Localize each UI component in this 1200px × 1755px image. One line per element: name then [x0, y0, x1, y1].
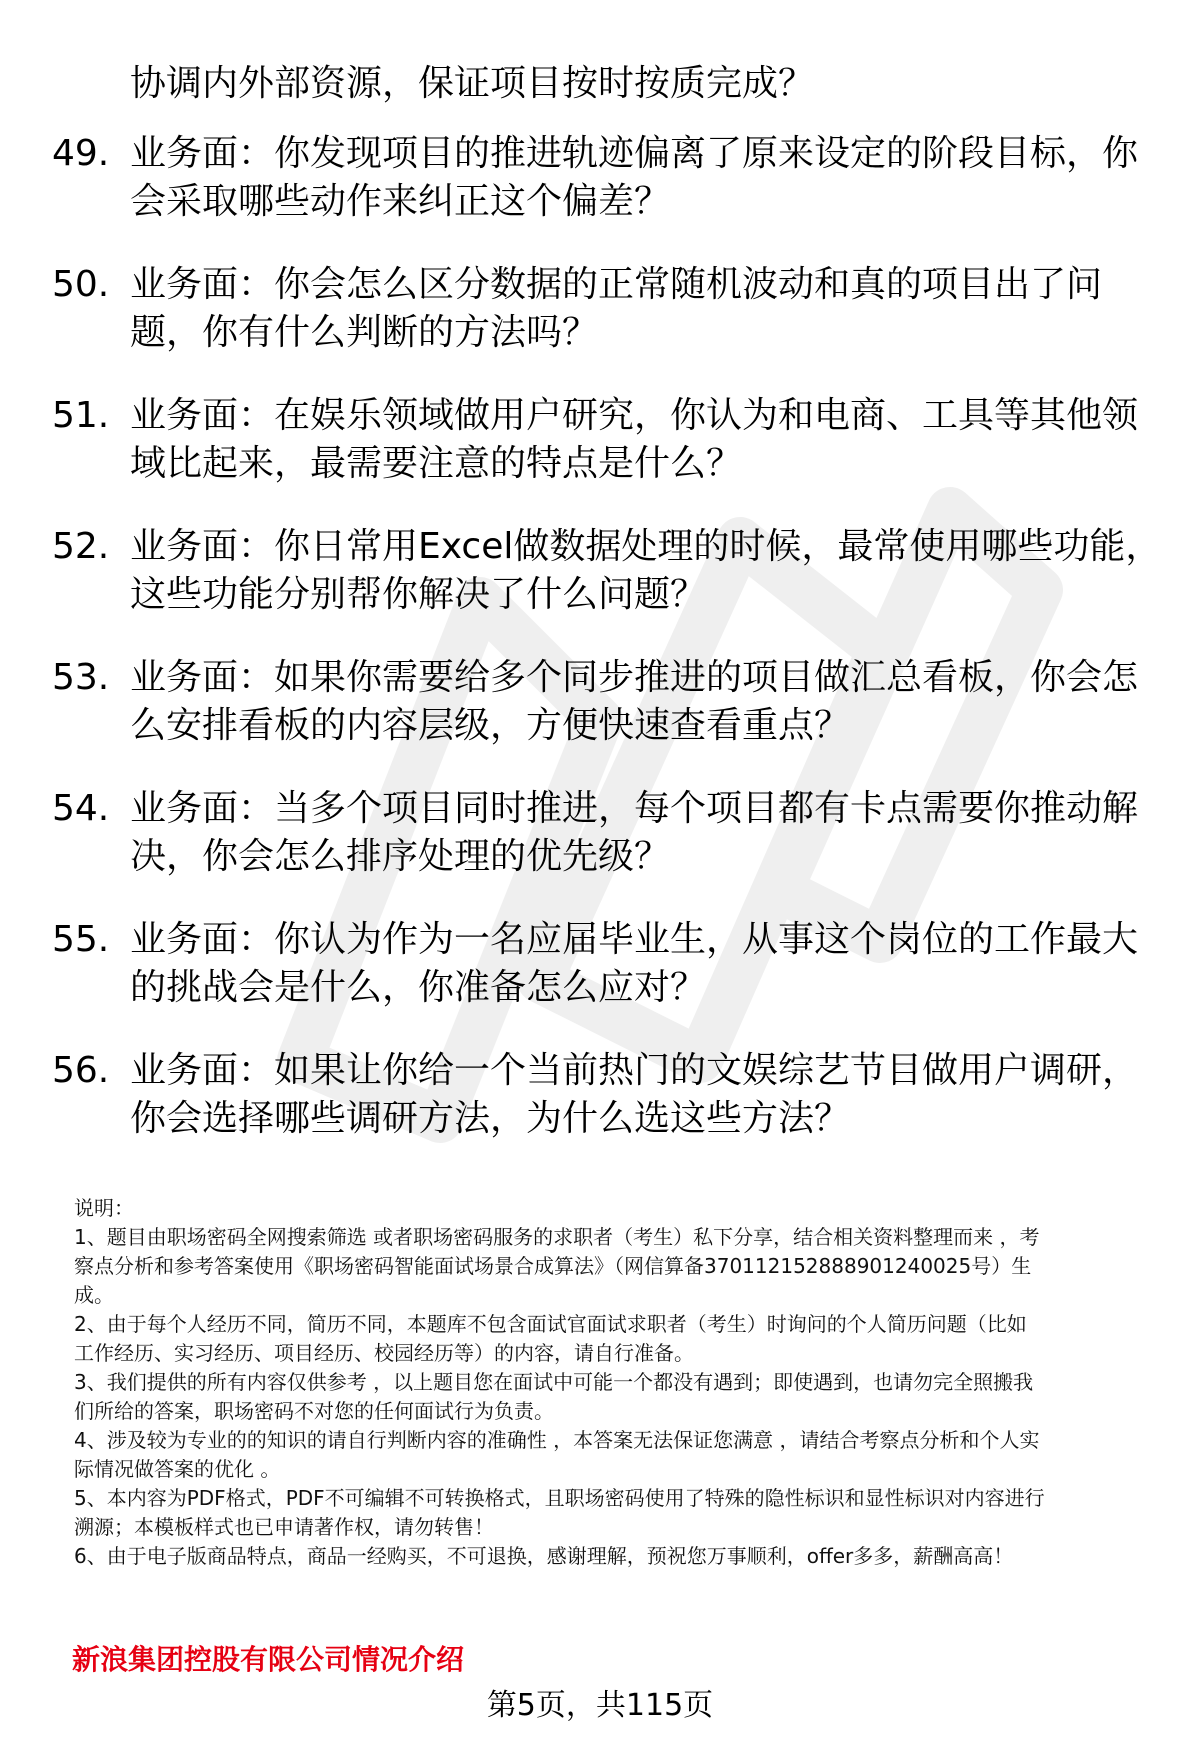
notes-title: 说明： — [74, 1196, 134, 1220]
page-number: 第5页，共115页 — [486, 1688, 714, 1723]
question-text — [130, 654, 1170, 750]
notes-line: 5、本内容为PDF格式，PDF不可编辑不可转换格式，且职场密码使用了特殊的隐性标识和显性标识对内容进行 — [74, 1486, 1045, 1510]
notes-line: 6、由于电子版商品特点，商品一经购买，不可退换，感谢理解，预祝您万事顺利，offer多多，薪酬高高！ — [74, 1544, 1014, 1568]
question-line: 业务面：如果你需要给多个同步推进的项目做汇总看板，你会怎 — [130, 657, 1139, 698]
question-number: 50. — [52, 264, 110, 305]
notes-line: 察点分析和参考答案使用《职场密码智能面试场景合成算法》（网信算备370112152888901240025号）生 — [74, 1254, 1032, 1278]
question-number: 49. — [52, 133, 110, 174]
question-text — [130, 916, 1170, 1012]
question-number: 53. — [52, 657, 110, 698]
notes-line: 溯源；本模板样式也已申请著作权，请勿转售！ — [74, 1515, 494, 1539]
question-text — [130, 1047, 1170, 1143]
notes-line: 3、我们提供的所有内容仅供参考 ，以上题目您在面试中可能一个都没有遇到；即使遇到，也请勿完全照搬我 — [74, 1370, 1034, 1394]
disclaimer-notes — [74, 1194, 1164, 1571]
question-line: 这些功能分别帮你解决了什么问题？ — [130, 574, 707, 615]
question-number: 51. — [52, 395, 110, 436]
question-line: 决，你会怎么排序处理的优先级？ — [130, 836, 671, 877]
notes-line: 成。 — [74, 1283, 114, 1307]
question-line: 题，你有什么判断的方法吗？ — [130, 312, 599, 353]
question-line: 业务面：你发现项目的推进轨迹偏离了原来设定的阶段目标，你 — [130, 133, 1139, 174]
question-text — [130, 130, 1170, 226]
question-text — [130, 785, 1170, 881]
question-number: 54. — [52, 788, 110, 829]
question-line: 业务面：你认为作为一名应届毕业生，从事这个岗位的工作最大 — [130, 919, 1139, 960]
question-line: 业务面：在娱乐领域做用户研究，你认为和电商、工具等其他领 — [130, 395, 1139, 436]
question-number: 52. — [52, 526, 110, 567]
question-line: 业务面：你会怎么区分数据的正常随机波动和真的项目出了问 — [130, 264, 1103, 305]
notes-line: 1、题目由职场密码全网搜索筛选 或者职场密码服务的求职者（考生）私下分享，结合相关资料整理而来 ，考 — [74, 1225, 1040, 1249]
question-line: 业务面：你日常用Excel做数据处理的时候，最常使用哪些功能， — [130, 526, 1162, 567]
question-text — [130, 392, 1170, 488]
question-line: 的挑战会是什么，你准备怎么应对？ — [130, 967, 707, 1008]
notes-line: 工作经历、实习经历、项目经历、校园经历等）的内容，请自行准备。 — [74, 1341, 694, 1365]
question-line: 业务面：当多个项目同时推进，每个项目都有卡点需要你推动解 — [130, 788, 1139, 829]
question-number: 56. — [52, 1050, 110, 1091]
question-line: 会采取哪些动作来纠正这个偏差？ — [130, 181, 671, 222]
question-number: 55. — [52, 919, 110, 960]
notes-line: 们所给的答案，职场密码不对您的任何面试行为负责。 — [74, 1399, 554, 1423]
notes-line: 4、涉及较为专业的的知识的请自行判断内容的准确性 ，本答案无法保证您满意 ，请结合考察点分析和个人实 — [74, 1428, 1040, 1452]
question-text — [130, 523, 1170, 619]
notes-line: 际情况做答案的优化 。 — [74, 1457, 281, 1481]
previous-question-continuation: 协调内外部资源，保证项目按时按质完成？ — [130, 63, 815, 104]
question-line: 你会选择哪些调研方法，为什么选这些方法？ — [130, 1098, 851, 1139]
notes-line: 2、由于每个人经历不同，简历不同，本题库不包含面试官面试求职者（考生）时询问的个人简历问题（比如 — [74, 1312, 1027, 1336]
question-line: 么安排看板的内容层级，方便快速查看重点？ — [130, 705, 851, 746]
question-line: 域比起来，最需要注意的特点是什么？ — [130, 443, 743, 484]
question-line: 业务面：如果让你给一个当前热门的文娱综艺节目做用户调研， — [130, 1050, 1139, 1091]
company-intro-link[interactable]: 新浪集团控股有限公司情况介绍 — [72, 1643, 465, 1676]
question-text — [130, 261, 1170, 357]
